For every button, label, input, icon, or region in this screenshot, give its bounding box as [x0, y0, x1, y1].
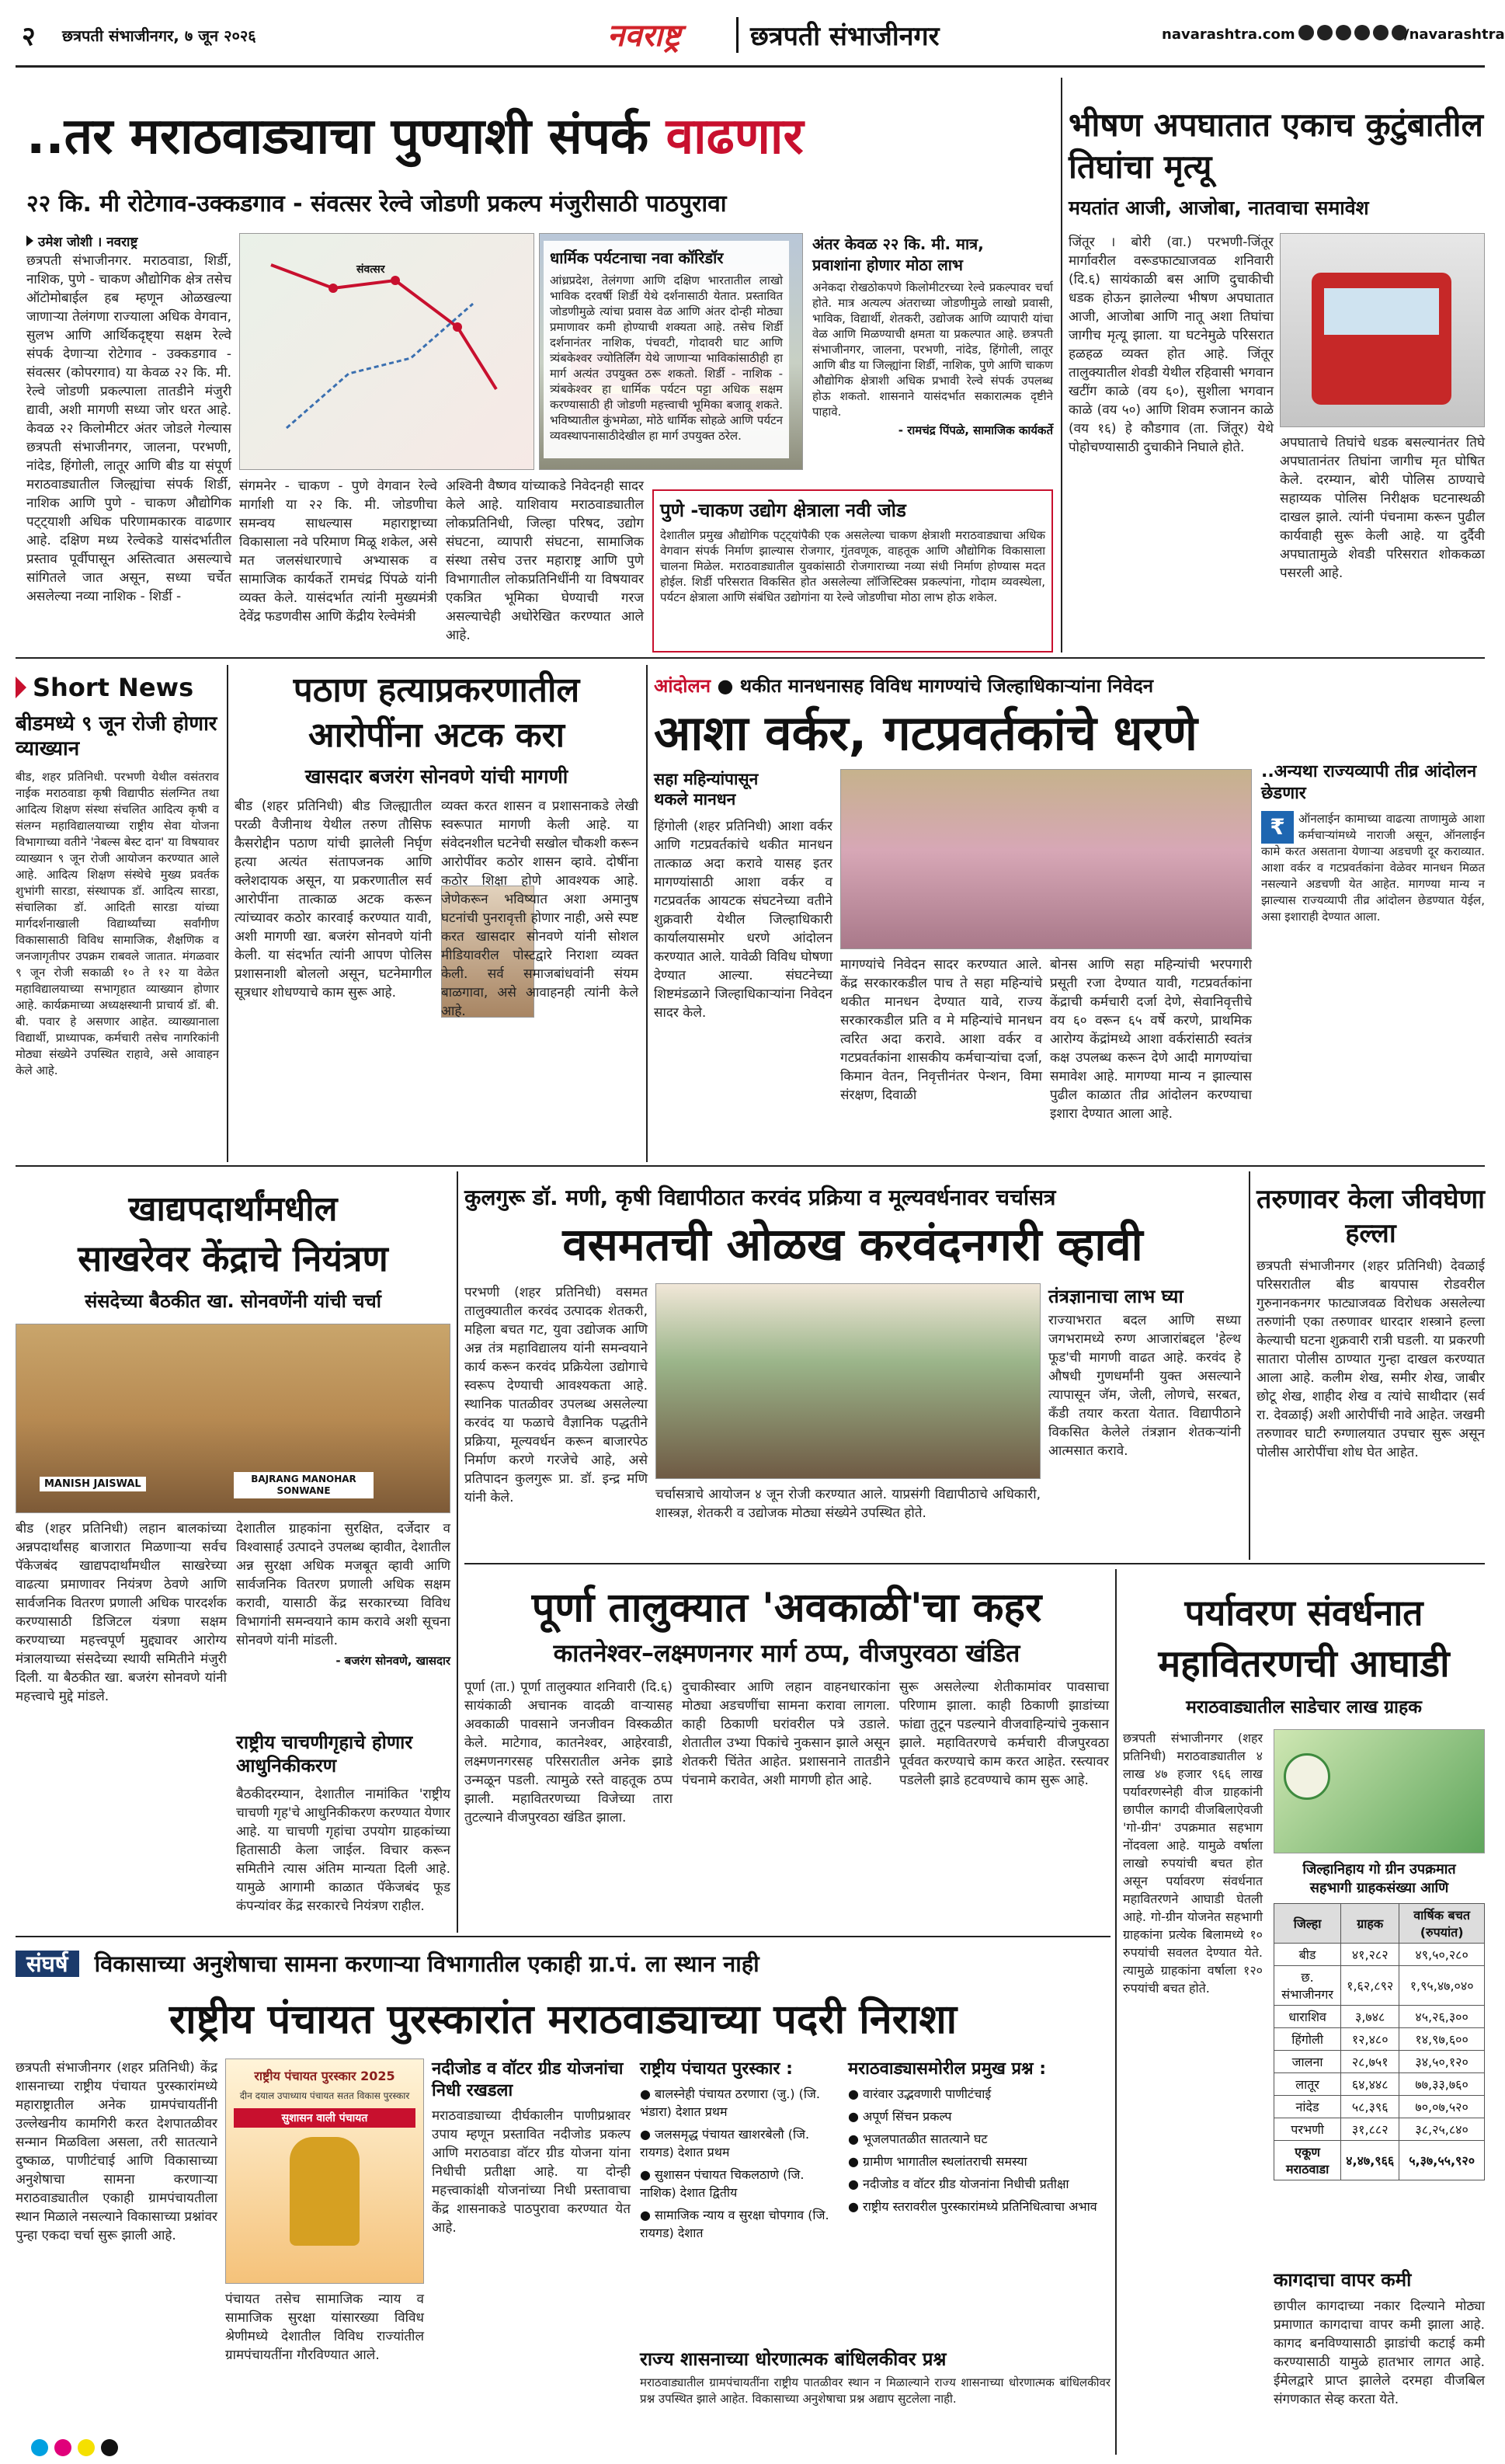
- table-cell: १,६२,८९२: [1341, 1966, 1399, 2006]
- table-cell: धाराशिव: [1274, 2006, 1341, 2028]
- box-title: मराठवाड्यासमोरील प्रमुख प्रश्न :: [848, 2059, 1047, 2079]
- story-go-green: [1123, 1569, 1485, 2455]
- table-row: [1274, 2006, 1485, 2028]
- table-cell: १,९५,४७,०४०: [1399, 1966, 1485, 2006]
- box-body: मराठवाड्याच्या दीर्घकालीन पाणीप्रश्नावर उपाय म्हणून प्रस्तावित नदीजोड प्रकल्प आणि मराठवाडा वॉटर ग्रीड योजना यांना निधीची प्रतीक्षा आहे. या दोन्ही महत्त्वाकांक्षी योजनांच्या निधी प्रस्तावाचा केंद्र शासनाकडे पाठपुरावा करण्यात येत आहे.: [432, 2108, 631, 2236]
- horizontal-rule-4: [16, 1936, 1111, 1937]
- box-title: धार्मिक पर्यटनाचा नवा कॉरिडॉर: [550, 249, 724, 267]
- table-cell: हिंगोली: [1274, 2028, 1341, 2051]
- side-sign: - रामचंद्र पिंपळे, सामाजिक कार्यकर्ते: [898, 423, 1053, 437]
- bullet-icon: ●: [848, 2199, 864, 2214]
- table-cell: परभणी: [1274, 2118, 1341, 2141]
- award-list: [640, 2085, 839, 2242]
- horizontal-rule-3: [464, 1563, 1485, 1564]
- story-body-col1: छत्रपती संभाजीनगर (शहर प्रतिनिधी) केंद्र शासनाच्या राष्ट्रीय पंचायत पुरस्कारांमध्ये महाराष्ट्रातील अनेक ग्रामपंचायतींनी उल्लेखनीय कामगिरी करत देशपातळीवर सन्मान मिळविला असला, तरी सातत्याने दुष्काळ, पाणीटंचाई आणि विकासाच्या अनुशेषाचा सामना करणाऱ्या मराठवाड्यातील एकाही ग्रामपंचायतीला स्थान मिळाले नसल्याने विकासाच्या प्रश्नांवर पुन्हा एकदा चर्चा सुरू झाली आहे.: [16, 2060, 217, 2243]
- table-header: ग्राहक: [1341, 1904, 1399, 1944]
- story-panchayat: [16, 1942, 1111, 2455]
- table-cell: ३८,२५,८४०: [1399, 2118, 1485, 2141]
- headline: भीषण अपघातात एकाच कुटुंबातील तिघांचा मृत्यू: [1069, 106, 1483, 186]
- table-cell: ४९,५०,२८०: [1399, 1944, 1485, 1966]
- nameplate-1: MANISH JAISWAL: [40, 1477, 146, 1491]
- subhead: कातनेश्वर–लक्ष्मणनगर मार्ग ठप्प, वीजपुरवठा खंडित: [553, 1638, 1020, 1668]
- masthead-rule: [16, 65, 1485, 68]
- quote-sign: - बजरंग सोनवणे, खासदार: [335, 1654, 450, 1668]
- social-icons[interactable]: [1298, 25, 1407, 40]
- table-cell: ७०,०७,५२०: [1399, 2096, 1485, 2118]
- rupee-icon: ₹: [1261, 811, 1294, 844]
- table-cell: ६४,४४८: [1341, 2073, 1399, 2096]
- poster-subtitle: दीन दयाल उपाध्याय पंचायत सतत विकास पुरस्कार: [239, 2090, 410, 2101]
- vertical-rule-top: [1061, 78, 1062, 653]
- table-cell: २८,७५१: [1341, 2051, 1399, 2073]
- distance-box: [812, 233, 1053, 466]
- story-body-col3: सुरू असलेल्या शेतीकामांवर पावसाचा परिणाम झाला. काही ठिकाणी झाडांच्या फांद्या तुटून पडल्याने वीजवाहिन्यांचे नुकसान झाले. महावितरणचे कर्मचारी वीजपुरवठा पूर्ववत करण्याचे काम करत आहेत. रस्त्यावर पडलेली झाडे हटवण्याचे काम सुरू आहे.: [899, 1679, 1109, 1788]
- state-agitation-box: [1261, 761, 1485, 1156]
- map-label: संवत्सर: [356, 263, 385, 276]
- table-row: [1274, 2118, 1485, 2141]
- list-item: ● सामाजिक न्याय व सुरक्षा चोपगाव (जि. रायगड) देशात: [640, 2208, 829, 2240]
- tag-box: सहा महिन्यांपासून थकले मानधन: [654, 770, 759, 809]
- table-cell: ५८,३९६: [1341, 2096, 1399, 2118]
- box-title: राष्ट्रीय पंचायत पुरस्कार :: [640, 2059, 793, 2079]
- rail-map: [239, 233, 534, 470]
- story-body-col2: बैठकीदरम्यान, देशातील नामांकित 'राष्ट्रीय चाचणी गृह'चे आधुनिकीकरण करण्यात येणार आहे. या चाचणी गृहांचा उपयोग ग्राहकांच्या हितासाठी केला जाईल. विचार करून समितीने त्यास अंतिम मान्यता दिली आहे. यामुळे आगामी काळात पॅकेजबंद फूड कंपन्यांवर केंद्र सरकारचे नियंत्रण राहील.: [236, 1787, 450, 1914]
- box-title: नदीजोड व वॉटर ग्रीड योजनांचा निधी रखडला: [432, 2059, 624, 2100]
- story-body-col1: हिंगोली (शहर प्रतिनिधी) आशा वर्कर आणि गटप्रवर्तकांचे थकीत मानधन तात्काळ अदा करावे यासह इतर मागण्यांसाठी आशा वर्कर व गटप्रवर्तक आयटक संघटनेच्या वतीने शुक्रवारी येथील जिल्हाधिकारी कार्यालयासमोर धरणे आंदोलन करण्यात आले. यावेळी विविध घोषणा देण्यात आल्या. संघटनेच्या शिष्टमंडळाने जिल्हाधिकाऱ्यांना निवेदन सादर केले.: [654, 819, 832, 1021]
- story-body: छत्रपती संभाजीनगर (शहर प्रतिनिधी) देवळाई परिसरातील बीड बायपास रोडवरील गुरुनानकनगर फाट्याजवळ विरोधक असलेल्या तरुणांनी एका तरुणावर धारदार शस्त्राने हल्ला केल्याची घटना शुक्रवारी रात्री घडली. या प्रकरणी सातारा पोलीस ठाण्यात गुन्हा दाखल करण्यात आला आहे. कलीम शेख, समीर शेख, जाबीर छोटू शेख, शाहीद शेख व त्यांचे साथीदार (सर्व रा. देवळाई) अशी आरोपींची नावे आहेत. जखमी तरुणावर घाटी रुग्णालयात उपचार सुरू असून पोलीस आरोपींचा शोध घेत आहेत.: [1256, 1258, 1485, 1460]
- bullet-icon: ●: [640, 2127, 655, 2142]
- page-number: २: [22, 21, 36, 52]
- bullet-icon: ●: [848, 2177, 864, 2191]
- story-body-col2: दुचाकीस्वार आणि लहान वाहनधारकांना मोठ्या अडचणींचा सामना करावा लागला. काही ठिकाणी घरांवरील पत्रे उडाले. शेतातील उभ्या पिकांचे नुकसान झाले असून शेतकरी चिंतेत आहेत. प्रशासनाने तातडीने पंचनामे करावेत, अशी मागणी होत आहे.: [682, 1679, 890, 1788]
- headline: पूर्णा तालुक्यात 'अवकाळी'चा कहर: [531, 1585, 1042, 1631]
- kicker: कुलगुरू डॉ. मणी, कृषी विद्यापीठात करवंद प्रक्रिया व मूल्यवर्धनावर चर्चासत्र: [464, 1185, 1056, 1210]
- list-item: ● वारंवार उद्भवणारी पाणीटंचाई: [848, 2086, 992, 2101]
- social-handle: /navarashtra: [1404, 26, 1505, 43]
- headline: तरुणावर केला जीवघेणा हल्ला: [1256, 1184, 1485, 1249]
- story-accident: [1069, 78, 1485, 653]
- horizontal-rule-2: [16, 1165, 1485, 1167]
- table-cell: ३१,८८२: [1341, 2118, 1399, 2141]
- side-body: ऑनलाईन कामाच्या वाढत्या ताणामुळे आशा कर्मचाऱ्यांमध्ये नाराजी असून, ऑनलाईन कामे करत असताना येणाऱ्या अडचणी दूर कराव्यात. आशा वर्कर व गटप्रवर्तकांना वेळेवर मानधन मिळत नसल्याने अडचणी येत आहेत. मागण्या मान्य न झाल्यास राज्यव्यापी तीव्र आंदोलन छेडण्यात येईल, असा इशाराही देण्यात आला.: [1261, 812, 1485, 924]
- vertical-rule-5: [1249, 1171, 1250, 1560]
- river-link-box: [432, 2059, 631, 2447]
- policy-box: [640, 2346, 1111, 2447]
- list-item: ● ग्रामीण भागातील स्थलांतराची समस्या: [848, 2154, 1027, 2169]
- table-cell: ३४,५०,१२०: [1399, 2051, 1485, 2073]
- bullet-icon: ●: [640, 2086, 655, 2101]
- table-cell: ४५,२६,३००: [1399, 2006, 1485, 2028]
- vertical-rule-4: [457, 1171, 458, 1933]
- seminar-photo: [655, 1283, 1041, 1479]
- quote-body: देशातील ग्राहकांना सुरक्षित, दर्जेदार व विश्वासार्ह उत्पादने उपलब्ध व्हावीत, देशातील अन्न सुरक्षा अधिक मजबूत व्हावी आणि सार्वजनिक वितरण प्रणाली अधिक सक्षम करावी, यासाठी केंद्र सरकारच्या विविध विभागांनी समन्वयाने काम करावे अशी सूचना सोनवणे यांनी मांडली.: [236, 1521, 450, 1648]
- headline: राष्ट्रीय पंचायत पुरस्कारांत मराठवाड्याच्या पदरी निराशा: [169, 1996, 958, 2043]
- story-body-col1: उमेश जोशी । नवराष्ट्र छत्रपती संभाजीनगर. मराठवाडा, शिर्डी, नाशिक, पुणे - चाकण औद्योगिक क्षेत्र तसेच ऑटोमोबाईल हब म्हणून ओळखल्या जाणाऱ्या तेलंगणा राज्याला अधिक वेगवान, सुलभ आणि आर्थिकदृष्ट्या सक्षम रेल्वे संपर्क देणाऱ्या रोटेगाव - उक्कडगाव - संवत्सर (कोपरगाव) या केवळ २२ कि. मी. रेल्वे जोडणी प्रकल्पाला तातडीने मंजुरी द्यावी, अशी मागणी सध्या जोर धरत आहे. केवळ २२ किलोमीटर अंतर जोडले गेल्यास छत्रपती संभाजीनगर, जालना, परभणी, नांदेड, हिंगोली, लातूर आणि बीड या संपूर्ण मराठवाड्यातील जिल्ह्यांचा संपर्क शिर्डी, नाशिक आणि पुणे - चाकण औद्योगिक पट्ट्याशी अधिक परिणामकारक वाढणार आहे. दक्षिण मध्य रेल्वेकडे यासंदर्भातील प्रस्ताव पूर्वीपासून अस्तित्वात असल्याचे सांगितले जात असून, सध्या चर्चेत असलेल्या नव्या नाशिक - शिर्डी -: [26, 235, 231, 604]
- headline-line2: महावितरणची आघाडी: [1158, 1642, 1450, 1686]
- table-caption: जिल्हानिहाय गो ग्रीन उपक्रमात सहभागी ग्राहकसंख्या आणि: [1302, 1861, 1456, 1896]
- registration-marks-left: [31, 2439, 124, 2456]
- table-cell: ५,३७,५५,९२०: [1399, 2141, 1485, 2180]
- subhead: खासदार बजरंग सोनवणे यांची मागणी: [304, 765, 568, 788]
- bullet-icon: ●: [848, 2086, 864, 2101]
- page-date: छत्रपती संभाजीनगर, ७ जून २०२६: [62, 26, 256, 45]
- headline: पठाण हत्याप्रकरणातील आरोपींना अटक करा: [293, 670, 580, 755]
- side-body: अनेकदा रोखठोकपणे किलोमीटरच्या रेल्वे प्रकल्पावर चर्चा होते. मात्र अत्यल्प अंतराच्या जोडणीमुळे लाखो प्रवासी, भाविक, विद्यार्थी, शेतकरी, उद्योजक आणि व्यापारी यांचा वेळ आणि मिळण्याची क्षमता या प्रकल्पात आहे. छत्रपती संभाजीनगर, जालना, परभणी, नांदेड, हिंगोली, लातूर आणि बीड या जिल्ह्यांना शिर्डी, नाशिक, पुणे आणि चाकण औद्योगिक क्षेत्राशी अधिक प्रभावी रेल्वे संपर्क उपलब्ध होऊ शकतो. शासनाने यासंदर्भात सकारात्मक दृष्टीने पाहावे.: [812, 280, 1053, 419]
- story-body-col1: बीड (शहर प्रतिनिधी) बीड जिल्ह्यातील परळी वैजीनाथ येथील तरुण तौसिफ कैसरोद्दीन पठाण यांची झालेली निर्घृण हत्या अत्यंत संतापजनक आणि क्लेशदायक असून, या प्रकरणातील सर्व आरोपींना तात्काळ अटक करून त्यांच्यावर कठोर कारवाई करण्यात यावी, अशी मागणी खा. बजरंग सोनवणे यांनी केली. या संदर्भात त्यांनी आपण पोलिस प्रशासनाशी बोललो असून, घटनेमागील सूत्रधार शोधण्याचे काम सुरू आहे.: [235, 799, 432, 1001]
- subhead: मराठवाड्यातील साडेचार लाख ग्राहक: [1186, 1697, 1422, 1717]
- headline-line1: खाद्यपदार्थांमधील: [128, 1189, 338, 1229]
- consumer-table-grid: [1274, 1903, 1485, 2180]
- table-cell: जालना: [1274, 2051, 1341, 2073]
- side-title: कागदाचा वापर कमी: [1274, 2269, 1412, 2291]
- edition-name: छत्रपती संभाजीनगर: [750, 21, 940, 52]
- go-green-photo: [1274, 1729, 1485, 1853]
- bullet-icon: ●: [717, 675, 734, 697]
- story-body-col3: राज्याभरात बदल आणि सध्या जगभरामध्ये रुग्ण आजारांबद्दल 'हेल्थ फूड'ची मागणी वाढत आहे. करवंद हे औषधी गुणधर्मांनी युक्त असल्याने त्यापासून जॅम, जेली, लोणचे, सरबत, कँडी तयार करता येतात. विद्यापीठाने विकसित केलेले तंत्रज्ञान शेतकऱ्यांनी आत्मसात करावे.: [1048, 1313, 1241, 1459]
- story-body-col1: जिंतूर । बोरी (वा.) परभणी-जिंतूर मार्गावरील वरूडफाट्याजवळ शनिवारी (दि.६) सायंकाळी बस आणि दुचाकीची धडक होऊन झालेल्या भीषण अपघातात आजी, आजोबा आणि नातू अशा तिघांचा जागीच मृत्यू झाला. या घटनेमुळे परिसरात हळहळ व्यक्त होत आहे. जिंतूर तालुक्यातील शेवडी येथील रहिवासी भगवान खटींग काळे (वय ६०), सुशीला भगवान काळे (वय ५०) आणि शिवम रुजानन काळे (वय १६) हे कौडगाव (ता. जिंतूर) येथे पोहोचण्यासाठी दुचाकीने निघाले होते.: [1069, 235, 1274, 455]
- story-rail-link: [16, 78, 1056, 660]
- vertical-rule-6: [1115, 1569, 1117, 2455]
- story-karvand: [464, 1171, 1241, 1560]
- bullet-icon: ●: [848, 2132, 864, 2146]
- subhead: तंत्रज्ञानाचा लाभ घ्या: [1048, 1286, 1183, 1307]
- story-body-col3: बोनस आणि सहा महिन्यांची भरपगारी प्रसूती रजा देण्यात यावी, गटप्रवर्तकांना केंद्राची कर्मचारी दर्जा देणे, सेवानिवृत्तीचे वय ६० वरून ६५ वर्षे करणे, प्राथमिक आरोग्य केंद्रांमध्ये आशा वर्करांसाठी स्वतंत्र कक्ष उपलब्ध करून देणे आदी मागण्यांचा समावेश आहे. मागण्या मान्य न झाल्यास पुढील काळात तीव्र आंदोलन करण्याचा इशारा देण्यात आला आहे.: [1050, 957, 1252, 1122]
- box-title: राज्य शासनाच्या धोरणात्मक बांधिलकीवर प्रश्न: [640, 2348, 947, 2370]
- table-row: [1274, 2051, 1485, 2073]
- list-item: ● बालस्नेही पंचायत ठरणारा (जु.) (जि. भंडारा) देशात प्रथम: [640, 2086, 820, 2119]
- story-body-col2: चर्चासत्राचे आयोजन ४ जून रोजी करण्यात आले. याप्रसंगी विद्यापीठाचे अधिकारी, शास्त्रज्ञ, शेतकरी व उद्योजक मोठ्या संख्येने उपस्थित होते.: [655, 1487, 1041, 1521]
- headline: वसमतची ओळख करवंदनगरी व्हावी: [562, 1218, 1143, 1271]
- map-route-icon: [240, 234, 534, 469]
- headline-line2: साखरेवर केंद्राचे नियंत्रण: [78, 1237, 388, 1279]
- table-row: [1274, 1966, 1485, 2006]
- bulb-icon: [1284, 1753, 1330, 1800]
- side-box: [1274, 2267, 1485, 2450]
- headline-line1: पर्यावरण संवर्धनात: [1184, 1592, 1423, 1634]
- side-title: ..अन्यथा राज्यव्यापी तीव्र आंदोलन छेडणार: [1261, 762, 1477, 803]
- x-icon[interactable]: [1336, 25, 1351, 40]
- story-body-col2: मागण्यांचे निवेदन सादर करण्यात आले. केंद्र सरकारकडील पाच ते सहा महिन्यांचे थकीत मानधन देण्यात यावे, राज्य सरकारकडील प्रति व मे महिन्यांचे मानधन त्वरित अदा करावे. आशा वर्कर व गटप्रवर्तकांना शासकीय कर्मचाऱ्यांचा दर्जा, किमान वेतन, निवृत्तीनंतर पेन्शन, विमा संरक्षण, दिवाळी: [840, 957, 1042, 1103]
- brand-logo: नवराष्ट्र: [607, 18, 681, 54]
- table-cell: ४,४७,९६६: [1341, 2141, 1399, 2180]
- corridor-box: [544, 241, 789, 458]
- vertical-rule-2: [227, 665, 228, 1162]
- instagram-icon[interactable]: [1317, 25, 1333, 40]
- bullet-icon: ●: [640, 2208, 655, 2222]
- table-row: [1274, 2073, 1485, 2096]
- issues-box: [848, 2059, 1111, 2338]
- table-cell: ३,७४८: [1341, 2006, 1399, 2028]
- nameplate-2: BAJRANG MANOHAR SONWANE: [234, 1472, 374, 1498]
- story-pathan: [235, 665, 638, 1162]
- table-cell: १४,९७,६००: [1399, 2028, 1485, 2051]
- pune-box: [652, 489, 1053, 653]
- threads-icon[interactable]: [1354, 25, 1370, 40]
- list-item: ● भूजलपातळीत सातत्याने घट: [848, 2132, 988, 2146]
- pune-body: देशातील प्रमुख औद्योगिक पट्ट्यांपैकी एक असलेल्या चाकण क्षेत्राशी मराठवाड्याचा अधिक वेगवान संपर्क निर्माण झाल्यास रोजगार, गुंतवणूक, वाहतूक आणि औद्योगिक विकासाला चालना मिळेल. मराठवाड्यातील युवकांसाठी रोजगाराच्या नव्या संधी निर्माण होण्यास मदत होईल. शिर्डी परिसरात विकसित होत असलेल्या लॉजिस्टिक्स प्रकल्पांना, गोदाम व्यवस्थेला, पर्यटन क्षेत्राला आणि संबंधित उद्योगांना या रेल्वे जोडणीचा मोठा लाभ होऊ शकेल.: [660, 528, 1045, 604]
- story-body-col2: व्यक्त करत शासन व प्रशासनाकडे लेखी स्वरूपात मागणी केली आहे. या संवेदनशील घटनेची सखोल चौकशी करून आरोपींवर कठोर शासन व्हावे. दोषींना कठोर शिक्षा होणे आवश्यक आहे. जेणेकरून भविष्यात अशा अमानुष घटनांची पुनरावृत्ती होणार नाही, असे स्पष्ट करत खासदार सोनवणे यांनी सोशल मीडियावरील पोस्टद्वारे निराशा व्यक्त केली. सर्व समाजबांधवांनी संयम बाळगावा, असे आवाहनही त्यांनी केले आहे.: [441, 799, 638, 1019]
- story-asha: [654, 665, 1485, 1162]
- table-row: [1274, 1944, 1485, 1966]
- facebook-icon[interactable]: [1298, 25, 1314, 40]
- accident-bus-photo: [1280, 233, 1485, 427]
- story-body-col1: परभणी (शहर प्रतिनिधी) वसमत तालुक्यातील करवंद उत्पादक शेतकरी, महिला बचत गट, युवा उद्योजक आणि अन्न तंत्र महाविद्यालय यांनी समन्वयाने कार्य करून करवंद प्रक्रियेला उद्योगाचे स्वरूप देण्याची आवश्यकता आहे. स्थानिक पातळीवर उपलब्ध असलेल्या करवंद या फळाचे वैज्ञानिक पद्धतीने प्रक्रिया, मूल्यवर्धन करून बाजारपेठ निर्माण करणे गरजेचे आहे, असे प्रतिपादन कुलगुरू प्रा. डॉ. इन्द्र मणि यांनी केले.: [464, 1285, 648, 1505]
- subhead-2: राष्ट्रीय चाचणीगृहाचे होणार आधुनिकीकरण: [236, 1731, 413, 1777]
- table-cell: १२,४८०: [1341, 2028, 1399, 2051]
- list-item: ● जलसमृद्ध पंचायत खाशरबेलौ (जि. रायगड) देशात प्रथम: [640, 2127, 810, 2159]
- subhead: मयतांत आजी, आजोबा, नातवाचा समावेश: [1069, 197, 1369, 219]
- story-body-col1: बीड (शहर प्रतिनिधी) लहान बालकांच्या अन्नपदार्थांसह बाजारात मिळणाऱ्या सर्वच पॅकेजबंद खाद्यपदार्थांमधील साखरेच्या वाढत्या प्रमाणावर नियंत्रण ठेवणे आणि सार्वजनिक वितरण प्रणाली अधिक पारदर्शक करण्यासाठी डिजिटल यंत्रणा सक्षम करण्याच्या महत्त्वपूर्ण मुद्द्यावर आरोग्य मंत्रालयाच्या संसदेच्या स्थायी समितीने मंजुरी दिली. या बैठकीत खा. बजरंग सोनवणे यांनी महत्त्वाचे मुद्दे मांडले.: [16, 1521, 227, 1704]
- bullet-icon: ●: [848, 2109, 864, 2124]
- list-item: ● नदीजोड व वॉटर ग्रीड योजनांना निधीची प्रतीक्षा: [848, 2177, 1069, 2191]
- award-poster: [225, 2059, 424, 2284]
- table-row: [1274, 2028, 1485, 2051]
- table-cell: ४१,२८२: [1341, 1944, 1399, 1966]
- side-title-2: प्रवाशांना होणार मोठा लाभ: [812, 256, 963, 274]
- award-list-box: [640, 2059, 839, 2338]
- story-body-col2: पंचायत तसेच सामाजिक न्याय व सामाजिक सुरक्षा यांसारख्या विविध श्रेणीमध्ये देशातील विविध राज्यांतील ग्रामपंचायतींना गौरविण्यात आले.: [225, 2292, 424, 2363]
- short-news-body: बीड, शहर प्रतिनिधी. परभणी येथील वसंतराव नाईक मराठवाडा कृषी विद्यापीठ संलग्नित तथा आदित्य शिक्षण संस्था संचलित आदित्य कृषी व संलग्न महाविद्यालयाच्या राष्ट्रीय सेवा योजना विभागाच्या वतीने 'नेबल्स बेस्ट दान' या विषयावर व्याख्यान ९ जून रोजी आयोजन करण्यात आले आहे. आदित्य शिक्षण संस्थेचे मुख्य प्रवर्तक शुभांगी सारडा, संस्थापक डॉ. आदित्य सारडा, संचालिका डॉ. आदिती सारडा यांच्या मार्गदर्शनाखाली विद्यार्थ्यांच्या सर्वांगीण विकासासाठी विविध सामाजिक, शैक्षणिक व जनजागृतीपर उपक्रम राबवले जातात. मंगळवार ९ जून रोजी सकाळी १० ते १२ या वेळेत महाविद्यालयाच्या सभागृहात व्याख्यान होणार आहे. कार्यक्रमाच्या अध्यक्षस्थानी प्राचार्य डॉ. बी. बी. पवार हे असणार आहेत. व्याख्यानाला विद्यार्थी, प्राध्यापक, कर्मचारी तसेच नागरिकांनी मोठ्या संख्येने उपस्थित राहावे, असे आवाहन केले आहे.: [16, 770, 219, 1077]
- story-attack: [1256, 1171, 1485, 1560]
- subhead: संसदेच्या बैठकीत खा. सोनवणेंनी यांची चर्चा: [85, 1290, 381, 1312]
- story-purna: [464, 1569, 1109, 1934]
- table-row: [1274, 2141, 1485, 2180]
- kicker: संघर्ष विकासाच्या अनुशेषाचा सामना करणाऱ्या विभागातील एकाही ग्रा.पं. ला स्थान नाही: [16, 1948, 1111, 1979]
- horizontal-rule-1: [16, 657, 1485, 659]
- table-cell: बीड: [1274, 1944, 1341, 1966]
- table-header: जिल्हा: [1274, 1904, 1341, 1944]
- list-item: ● अपूर्ण सिंचन प्रकल्प: [848, 2109, 952, 2124]
- table-cell: ७७,३३,७६०: [1399, 2073, 1485, 2096]
- table-header: वार्षिक बचत (रुपयांत): [1399, 1904, 1485, 1944]
- poster-title: राष्ट्रीय पंचायत पुरस्कार 2025: [254, 2069, 395, 2083]
- arrow-icon: [16, 677, 26, 698]
- vertical-rule-3: [646, 665, 648, 1162]
- issues-list: [848, 2085, 1111, 2215]
- story-sugar: [16, 1171, 450, 1933]
- table-row: [1274, 2096, 1485, 2118]
- website-url[interactable]: navarashtra.com: [1162, 26, 1295, 43]
- masthead-divider: [736, 17, 739, 53]
- pune-title: पुणे -चाकण उद्योग क्षेत्राला नवी जोड: [660, 499, 906, 521]
- short-news-label: Short News: [16, 670, 219, 705]
- bullet-icon: ●: [848, 2154, 864, 2169]
- list-item: ● राष्ट्रीय स्तरावरील पुरस्कारांमध्ये प्रतिनिधित्वाचा अभाव: [848, 2199, 1097, 2214]
- poster-band: सुशासन वाली पंचायत: [234, 2108, 415, 2128]
- box-body: आंध्रप्रदेश, तेलंगणा आणि दक्षिण भारतातील लाखो भाविक दरवर्षी शिर्डी येथे दर्शनासाठी येतात. प्रस्तावित जोडणीमुळे त्यांचा प्रवास वेळ आणि अंतर दोन्ही मोठ्या प्रमाणावर कमी होण्याची शक्यता आहे. तसेच शिर्डी दर्शनानंतर नाशिक, पंचवटी, गोदावरी घाट आणि त्र्यंबकेश्वर ज्योतिर्लिंग येथे जाणाऱ्या भाविकांसाठीही हा मार्ग अत्यंत उपयुक्त ठरू शकतो. शिर्डी - नाशिक - त्र्यंबकेश्वर हा धार्मिक पर्यटन पट्टा अधिक सक्षम करण्यासाठी ही जोडणी महत्त्वाची भूमिका बजावू शकते. भविष्यातील कुंभमेळा, मोठे धार्मिक सोहळे आणि पर्यटन व्यवस्थापनासाठीदेखील हा मार्ग उपयुक्त ठरेल.: [550, 273, 783, 443]
- quote-box: [236, 1519, 450, 1721]
- youtube-icon[interactable]: [1373, 25, 1389, 40]
- table-cell: नांदेड: [1274, 2096, 1341, 2118]
- story-body: छत्रपती संभाजीनगर (शहर प्रतिनिधी) मराठवाड्यातील ४ लाख ४७ हजार ९६६ लाख पर्यावरणस्नेही वीज ग्राहकांनी छापील कागदी वीजबिलाऐवजी 'गो-ग्रीन' उपक्रमात सहभाग नोंदवला आहे. यामुळे वर्षाला लाखो रुपयांची बचत होत असून पर्यावरण संवर्धनात महावितरणने आघाडी घेतली आहे. गो-ग्रीन योजनेत सहभागी ग्राहकांना प्रत्येक बिलामध्ये १० रुपयांची सवलत देण्यात येते. त्यामुळे ग्राहकांना वर्षाला १२० रुपयांची बचत होते.: [1123, 1731, 1263, 1996]
- protest-photo: [840, 769, 1252, 949]
- meeting-photo: [16, 1324, 450, 1513]
- headline: ..तर मराठवाड्याचा पुण्याशी संपर्क वाढणार: [26, 108, 804, 165]
- list-item: ● सुशासन पंचायत चिकलठाणे (जि. नाशिक) देशात द्वितीय: [640, 2167, 805, 2200]
- trophy-icon: [290, 2137, 360, 2246]
- headline: आशा वर्कर, गटप्रवर्तकांचे धरणे: [654, 705, 1197, 761]
- table-cell: छ. संभाजीनगर: [1274, 1966, 1341, 2006]
- table-cell: लातूर: [1274, 2073, 1341, 2096]
- consumer-table: [1274, 1903, 1485, 2180]
- side-title-1: अंतर केवळ २२ कि. मी. मात्र,: [812, 235, 984, 253]
- table-cell: एकूण मराठवाडा: [1274, 2141, 1341, 2180]
- box-body: मराठवाड्यातील ग्रामपंचायतींना राष्ट्रीय पातळीवर स्थान न मिळाल्याने राज्य शासनाच्या धोरणात्मक बांधिलकीवर प्रश्न उपस्थित झाले आहेत. विकासाच्या अनुशेषाचा प्रश्न अद्याप सुटलेला नाही.: [640, 2375, 1111, 2406]
- subhead: २२ कि. मी रोटेगाव-उक्कडगाव - संवत्सर रेल्वे जोडणी प्रकल्प मंजुरीसाठी पाठपुरावा: [26, 190, 727, 218]
- short-news-title: बीडमध्ये ९ जून रोजी होणार व्याख्यान: [16, 712, 217, 760]
- short-news-box: [16, 665, 219, 1162]
- story-body-col1: पूर्णा (ता.) पूर्णा तालुक्यात शनिवारी (दि.६) सायंकाळी अचानक वादळी वाऱ्यासह अवकाळी पावसाने जनजीवन विस्कळीत केले. माटेगाव, कातनेश्वर, आहेरवाडी, लक्ष्मणनगरसह परिसरातील अनेक झाडे उन्मळून पडली. त्यामुळे रस्ते वाहतूक ठप्प झाली. महावितरणच्या विजेच्या तारा तुटल्याने वीजपुरवठा खंडित झाला.: [464, 1679, 673, 1825]
- bus-window: [1324, 288, 1439, 335]
- story-body-col2: संगमनेर - चाकण - पुणे वेगवान रेल्वे मार्गाशी या २२ कि. मी. जोडणीचा समन्वय साधल्यास महाराष्ट्राच्या विकासाला नवे परिमाण मिळू शकेल, असे मत जलसंधारणाचे अभ्यासक व सामाजिक कार्यकर्ते रामचंद्र पिंपळे यांनी व्यक्त केले. यासंदर्भात त्यांनी मुख्यमंत्री देवेंद्र फडणवीस आणि केंद्रीय रेल्वेमंत्री: [239, 479, 437, 625]
- story-body-col2: अपघाताचे तिघांचे धडक बसल्यानंतर तिघे अपघातानंतर तिघांना जागीच मृत घोषित केले. दरम्यान, बोरी पोलिस ठाण्याचे सहाय्यक पोलिस निरीक्षक घटनास्थळी दाखल झाले. त्यांनी पंचनामा करून पुढील कार्यवाही सुरू केली आहे. या दुर्दैवी अपघातामुळे शेवडी परिसरात शोककळा पसरली आहे.: [1280, 435, 1485, 581]
- bullet-icon: ●: [640, 2167, 655, 2182]
- story-body-col3: अश्विनी वैष्णव यांच्याकडे निवेदनही सादर केले आहे. याशिवाय मराठवाड्यातील लोकप्रतिनिधी, जिल्हा परिषद, उद्योग संघटना, व्यापारी संघटना, सामाजिक संस्था तसेच उत्तर महाराष्ट्र आणि पुणे विभागातील लोकप्रतिनिधींनी या विषयावर एकत्रित भूमिका घेण्याची गरज असल्याचेही अधोरेखित करण्यात आले आहे.: [446, 479, 644, 643]
- side-body: छापील कागदाच्या नकार दिल्याने मोठ्या प्रमाणात कागदाचा वापर कमी झाला आहे. कागद बनविण्यासाठी झाडांची कटाई कमी करण्यासाठी यामुळे हातभार लागत आहे. ईमेलद्वारे प्राप्त झालेले दरमहा वीजबिल संगणकात सेव्ह करता येते.: [1274, 2299, 1485, 2407]
- kicker: आंदोलन ● थकीत मानधनासह विविध मागण्यांचे जिल्हाधिकाऱ्यांना निवेदन: [654, 675, 1154, 697]
- masthead: [0, 0, 1505, 70]
